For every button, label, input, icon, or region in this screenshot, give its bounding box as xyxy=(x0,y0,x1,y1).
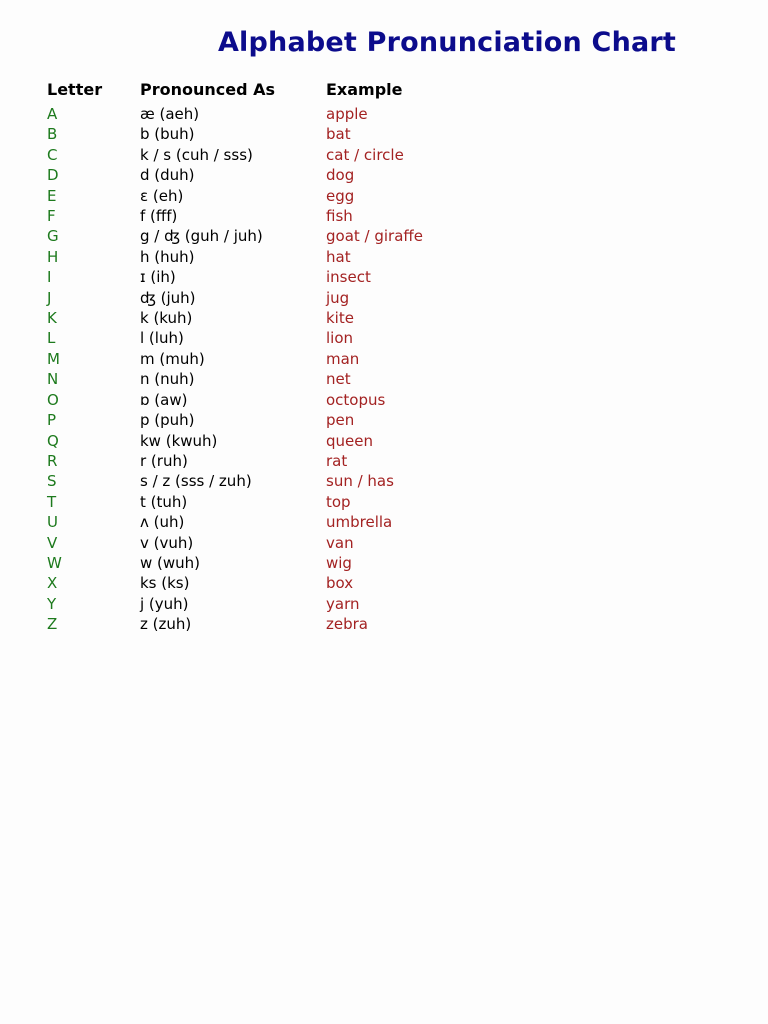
letter-cell: H xyxy=(47,247,59,266)
example-cell: jug xyxy=(326,288,350,307)
pronounced-cell: kw (kwuh) xyxy=(140,431,218,450)
table-row xyxy=(47,267,526,287)
table-row xyxy=(47,471,526,491)
table-row xyxy=(47,410,526,430)
example-cell: box xyxy=(326,574,354,593)
pronounced-cell: d (duh) xyxy=(140,166,195,185)
example-cell: apple xyxy=(326,105,368,123)
pronounced-cell: ʌ (uh) xyxy=(140,513,185,532)
letter-cell: Y xyxy=(47,594,57,613)
table-row xyxy=(47,145,526,165)
table-row xyxy=(47,614,526,634)
letter-cell: X xyxy=(47,574,58,593)
letter-cell: G xyxy=(47,227,59,246)
table-row xyxy=(47,512,526,532)
header-pronounced: Pronounced As xyxy=(140,80,276,99)
letter-cell: K xyxy=(47,309,57,328)
letter-cell: Q xyxy=(47,431,59,450)
pronounced-cell: w (wuh) xyxy=(140,553,201,572)
example-cell: wig xyxy=(326,553,352,572)
pronounced-cell: æ (aeh) xyxy=(140,105,200,123)
pronounced-cell: l (luh) xyxy=(140,329,184,348)
example-cell: cat / circle xyxy=(326,145,404,164)
pronounced-cell: ɒ (aw) xyxy=(140,390,188,409)
table-row xyxy=(47,247,526,267)
example-cell: egg xyxy=(326,186,355,205)
example-cell: hat xyxy=(326,247,351,266)
letter-cell: F xyxy=(47,207,56,226)
example-cell: dog xyxy=(326,166,355,185)
table-row xyxy=(47,165,526,185)
table-row xyxy=(47,390,526,410)
table-row xyxy=(47,328,526,348)
table-row xyxy=(47,308,526,328)
pronounced-cell: k (kuh) xyxy=(140,309,193,328)
pronounced-cell: h (huh) xyxy=(140,247,195,266)
table-row xyxy=(47,369,526,389)
letter-cell: J xyxy=(47,288,52,307)
letter-cell: C xyxy=(47,145,58,164)
table-row xyxy=(47,594,526,614)
table-row xyxy=(47,573,526,593)
letter-cell: A xyxy=(47,105,58,123)
example-cell: man xyxy=(326,349,360,368)
letter-cell: Z xyxy=(47,615,58,634)
example-cell: pen xyxy=(326,411,355,430)
pronounced-cell: b (buh) xyxy=(140,125,195,144)
table-row xyxy=(47,492,526,512)
table-row xyxy=(47,451,526,471)
table-row xyxy=(47,533,526,553)
header-example: Example xyxy=(326,80,403,99)
letter-cell: V xyxy=(47,533,58,552)
letter-cell: U xyxy=(47,513,58,532)
letter-cell: E xyxy=(47,186,57,205)
letter-cell: O xyxy=(47,390,59,409)
example-cell: bat xyxy=(326,125,351,144)
pronounced-cell: j (yuh) xyxy=(140,594,189,613)
pronounced-cell: ɛ (eh) xyxy=(140,186,184,205)
table-row xyxy=(47,431,526,451)
letter-cell: W xyxy=(47,553,62,572)
letter-cell: B xyxy=(47,125,58,144)
letter-cell: T xyxy=(47,492,57,511)
letter-cell: D xyxy=(47,166,59,185)
example-cell: van xyxy=(326,533,354,552)
example-cell: zebra xyxy=(326,615,368,634)
example-cell: sun / has xyxy=(326,472,394,491)
pronunciation-table xyxy=(47,80,526,635)
letter-cell: I xyxy=(47,268,52,287)
letter-cell: R xyxy=(47,451,58,470)
pronounced-cell: r (ruh) xyxy=(140,451,188,470)
example-cell: umbrella xyxy=(326,513,393,532)
example-cell: lion xyxy=(326,329,354,348)
example-cell: fish xyxy=(326,207,353,226)
pronounced-cell: m (muh) xyxy=(140,349,205,368)
letter-cell: M xyxy=(47,349,60,368)
pronounced-cell: ɪ (ih) xyxy=(140,268,176,287)
pronounced-cell: ʤ (juh) xyxy=(140,288,196,307)
example-cell: queen xyxy=(326,431,373,450)
example-cell: kite xyxy=(326,309,354,328)
table-row xyxy=(47,186,526,206)
example-cell: goat / giraffe xyxy=(326,227,423,246)
pronounced-cell: t (tuh) xyxy=(140,492,188,511)
letter-cell: L xyxy=(47,329,56,348)
letter-cell: P xyxy=(47,411,57,430)
pronounced-cell: s / z (sss / zuh) xyxy=(140,472,252,491)
example-cell: yarn xyxy=(326,594,360,613)
pronounced-cell: p (puh) xyxy=(140,411,195,430)
page-title: Alphabet Pronunciation Chart xyxy=(217,27,677,58)
header-letter: Letter xyxy=(47,80,103,99)
pronounced-cell: g / ʤ (guh / juh) xyxy=(140,227,263,246)
letter-cell: S xyxy=(47,472,57,491)
example-cell: rat xyxy=(326,451,348,470)
pronounced-cell: n (nuh) xyxy=(140,370,195,389)
table-row xyxy=(47,288,526,308)
pronounced-cell: ks (ks) xyxy=(140,574,190,593)
table-row xyxy=(47,349,526,369)
letter-cell: N xyxy=(47,370,59,389)
table-row xyxy=(47,104,526,124)
example-cell: octopus xyxy=(326,390,386,409)
pronounced-cell: f (fff) xyxy=(140,207,178,226)
pronounced-cell: v (vuh) xyxy=(140,533,194,552)
example-cell: net xyxy=(326,370,351,389)
table-row xyxy=(47,124,526,144)
table-row xyxy=(47,553,526,573)
pronounced-cell: k / s (cuh / sss) xyxy=(140,145,253,164)
table-row xyxy=(47,206,526,226)
pronounced-cell: z (zuh) xyxy=(140,615,192,634)
example-cell: insect xyxy=(326,268,371,287)
table-row xyxy=(47,226,526,246)
example-cell: top xyxy=(326,492,351,511)
table-header-row xyxy=(47,80,526,104)
